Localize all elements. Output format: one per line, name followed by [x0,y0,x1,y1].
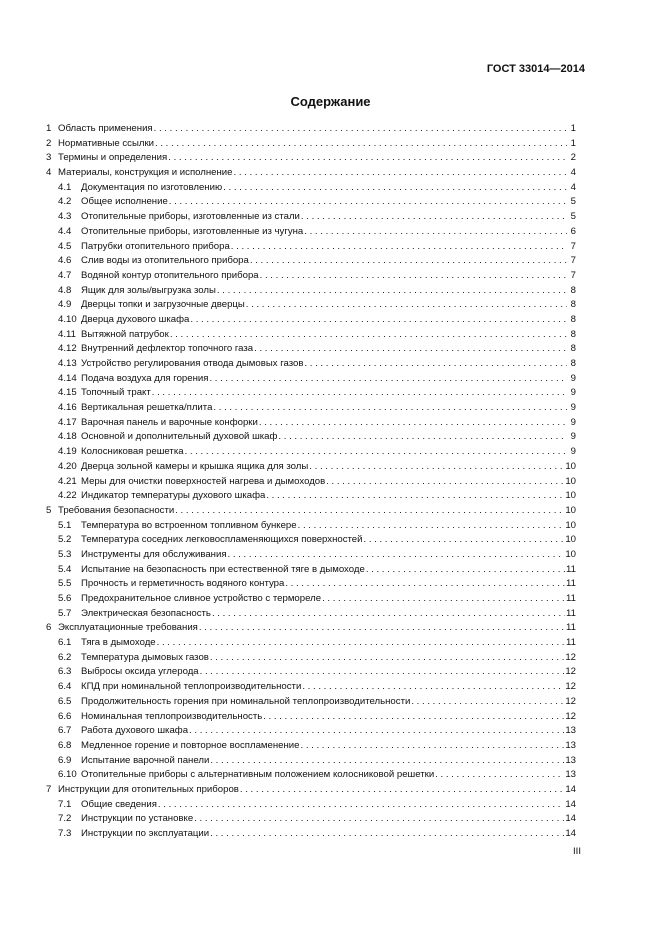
toc-leader-dots [285,578,565,589]
toc-entry-number: 4.3 [58,211,72,223]
toc-entry[interactable] [46,285,576,300]
toc-entry[interactable] [46,769,576,784]
toc-entry-page: 4 [570,181,576,193]
toc-entry[interactable] [46,681,576,696]
toc-entry-number: 6.1 [58,637,72,649]
toc-entry[interactable] [46,578,576,593]
toc-leader-dots [158,799,564,810]
page-title: Содержание [290,94,371,109]
toc-entry-page: 12 [565,695,576,707]
toc-entry-number: 4.12 [58,343,77,355]
toc-entry-page: 5 [570,196,576,208]
toc-entry[interactable] [46,329,576,344]
toc-entry-label: Ящик для золы/выгрузка золы [81,284,216,296]
toc-entry[interactable] [46,152,576,167]
toc-entry-label: Материалы, конструкция и исполнение [58,167,233,179]
toc-entry-page: 8 [570,299,576,311]
toc-leader-dots [175,505,564,516]
toc-entry-number: 4.7 [58,269,72,281]
toc-leader-dots [170,329,567,340]
toc-leader-dots [185,446,567,457]
toc-entry[interactable] [46,828,576,843]
toc-entry-label: Документация по изготовлению [81,181,223,193]
toc-entry-label: Прочность и герметичность водяного контура [81,578,285,590]
toc-entry[interactable] [46,799,576,814]
toc-entry-number: 6.7 [58,725,72,737]
toc-entry[interactable] [46,255,576,270]
toc-entry-number: 4 [46,167,52,179]
toc-entry-page: 14 [565,828,576,839]
toc-leader-dots [322,593,565,604]
toc-entry-number: 4.4 [58,225,72,237]
toc-entry-number: 4.14 [58,372,77,384]
toc-entry[interactable] [46,813,576,828]
toc-entry-number: 5.1 [58,519,72,531]
toc-entry[interactable] [46,270,576,285]
toc-entry-label: Отопительные приборы, изготовленные из чугуна [81,225,304,237]
toc-entry-label: Вытяжной патрубок [81,328,169,340]
toc-entry-page: 7 [570,240,576,252]
toc-entry-number: 4.1 [58,181,72,193]
toc-entry-label: Эксплуатационные требования [58,622,198,634]
toc-leader-dots [210,828,564,839]
toc-entry[interactable] [46,373,576,388]
toc-entry[interactable] [46,666,576,681]
toc-entry[interactable] [46,182,576,197]
toc-entry-label: Тяга в дымоходе [81,637,156,649]
toc-entry-number: 6.4 [58,681,72,693]
toc-leader-dots [304,226,567,237]
toc-entry-label: Слив воды из отопительного прибора [81,255,249,267]
toc-entry-page: 13 [565,754,576,766]
toc-entry-number: 5.2 [58,534,72,546]
toc-leader-dots [435,769,564,780]
toc-entry-number: 6.5 [58,695,72,707]
toc-entry[interactable] [46,564,576,579]
toc-entry[interactable] [46,417,576,432]
toc-leader-dots [298,520,565,531]
toc-entry-number: 4.9 [58,299,72,311]
toc-leader-dots [240,784,564,795]
toc-entry-page: 1 [570,123,576,134]
toc-entry[interactable] [46,299,576,314]
toc-leader-dots [366,564,565,575]
toc-entry-label: КПД при номинальной теплопроизводительности [81,681,302,693]
toc-entry-number: 4.18 [58,431,77,443]
toc-entry-number: 4.20 [58,460,77,472]
toc-entry-number: 4.11 [58,328,76,340]
toc-entry-number: 4.16 [58,402,77,414]
toc-leader-dots [278,431,567,442]
toc-entry[interactable] [46,476,576,491]
toc-entry-label: Устройство регулирования отвода дымовых газов [81,358,304,369]
toc-entry-label: Меры для очистки поверхностей нагрева и дымоходов [81,475,326,487]
toc-entry[interactable] [46,505,576,520]
toc-entry[interactable] [46,343,576,358]
toc-entry-number: 7.2 [58,813,72,825]
toc-leader-dots [209,373,567,384]
toc-entry-number: 5.5 [58,578,72,590]
toc-leader-dots [246,299,567,310]
toc-entry-page: 12 [565,651,576,663]
toc-leader-dots [213,402,567,413]
toc-entry-number: 4.13 [58,358,77,369]
toc-entry-page: 8 [570,343,576,355]
toc-entry[interactable] [46,314,576,329]
toc-entry-page: 9 [570,416,576,428]
toc-entry-number: 6.3 [58,666,72,678]
toc-leader-dots [263,711,564,722]
toc-entry-page: 13 [565,739,576,751]
toc-leader-dots [266,490,564,501]
toc-entry-label: Топочный тракт [81,387,151,399]
toc-entry[interactable] [46,446,576,461]
toc-leader-dots [254,343,567,354]
toc-entry-page: 10 [565,490,576,502]
toc-entry-label: Инструменты для обслуживания [81,548,227,560]
toc-entry-page: 9 [570,387,576,399]
toc-entry-label: Требования безопасности [58,504,175,516]
toc-entry-page: 4 [570,167,576,179]
toc-entry-label: Отопительные приборы с альтернативным положением колосниковой решетки [81,769,435,781]
toc-entry-number: 4.10 [58,313,77,325]
toc-leader-dots [154,123,567,134]
toc-entry-page: 10 [565,460,576,472]
toc-entry-label: Выбросы оксида углерода [81,666,199,678]
toc-entry[interactable] [46,358,576,373]
toc-entry-label: Вертикальная решетка/плита [81,402,213,414]
toc-entry-number: 3 [46,152,52,164]
standard-number: ГОСТ 33014—2014 [486,63,585,75]
toc-entry-label: Подача воздуха для горения [81,372,209,384]
toc-entry-number: 4.17 [58,416,77,428]
toc-entry-page: 6 [570,225,576,237]
toc-leader-dots [304,358,567,369]
toc-leader-dots [411,696,564,707]
toc-entry[interactable] [46,123,576,138]
toc-entry-number: 4.6 [58,255,72,267]
toc-entry-page: 11 [566,607,576,619]
toc-entry-page: 2 [570,152,576,164]
toc-entry-page: 9 [570,446,576,458]
toc-entry-page: 7 [570,269,576,281]
toc-entry-number: 4.22 [58,490,77,502]
toc-entry[interactable] [46,241,576,256]
toc-entry-page: 14 [565,783,576,795]
toc-entry-page: 10 [565,475,576,487]
toc-entry[interactable] [46,520,576,535]
toc-entry-label: Индикатор температуры духового шкафа [81,490,266,502]
toc-entry[interactable] [46,652,576,667]
toc-leader-dots [250,255,567,266]
toc-entry-page: 9 [570,372,576,384]
toc-entry-label: Испытание на безопасность при естественной тяге в дымоходе [81,563,365,575]
table-of-contents [46,123,576,843]
toc-entry-number: 4.8 [58,284,72,296]
toc-leader-dots [155,138,567,149]
toc-entry[interactable] [46,167,576,182]
toc-leader-dots [169,196,567,207]
toc-leader-dots [228,549,565,560]
toc-entry-number: 4.21 [58,475,77,487]
toc-entry[interactable] [46,402,576,417]
toc-entry-number: 6.9 [58,754,72,766]
toc-leader-dots [231,241,567,252]
toc-entry-page: 12 [565,681,576,693]
toc-entry[interactable] [46,461,576,476]
toc-entry[interactable] [46,755,576,770]
toc-leader-dots [210,652,564,663]
toc-leader-dots [194,813,564,824]
toc-entry[interactable] [46,138,576,153]
toc-entry-page: 8 [570,358,576,369]
toc-entry-label: Патрубки отопительного прибора [81,240,230,252]
toc-entry-page: 5 [570,211,576,223]
toc-entry-page: 9 [570,402,576,414]
toc-entry-page: 12 [565,666,576,678]
toc-entry-page: 11 [566,563,576,575]
toc-entry-label: Электрическая безопасность [81,607,211,619]
toc-entry-label: Термины и определения [58,152,168,164]
toc-entry-label: Инструкции по установке [81,813,194,825]
toc-leader-dots [234,167,568,178]
toc-entry-label: Дверца зольной камеры и крышка ящика для золы [81,460,309,472]
toc-leader-dots [260,270,567,281]
toc-entry-page: 8 [570,313,576,325]
toc-entry-label: Водяной контур отопительного прибора [81,269,259,281]
toc-entry-number: 4.5 [58,240,72,252]
toc-entry-number: 5.7 [58,607,72,619]
toc-entry-number: 1 [46,123,52,134]
toc-entry-label: Инструкции для отопительных приборов [58,783,239,795]
toc-entry-label: Инструкции по эксплуатации [81,828,210,839]
toc-entry-page: 10 [565,548,576,560]
toc-entry-label: Испытание варочной панели [81,754,210,766]
toc-entry[interactable] [46,696,576,711]
toc-entry-label: Дверца духового шкафа [81,313,190,325]
toc-entry-label: Внутренний дефлектор топочного газа [81,343,254,355]
toc-entry[interactable] [46,637,576,652]
toc-entry[interactable] [46,593,576,608]
toc-leader-dots [217,285,567,296]
toc-entry-label: Общие сведения [81,798,157,810]
toc-entry[interactable] [46,725,576,740]
toc-entry[interactable] [46,549,576,564]
toc-leader-dots [200,666,565,677]
toc-entry[interactable] [46,211,576,226]
toc-leader-dots [210,755,564,766]
toc-leader-dots [300,740,564,751]
page-folio: III [573,846,581,857]
toc-entry-page: 8 [570,284,576,296]
toc-entry-page: 11 [566,637,576,649]
toc-entry-page: 10 [565,534,576,546]
toc-entry-page: 7 [570,255,576,267]
toc-entry-label: Нормативные ссылки [58,137,155,149]
toc-entry[interactable] [46,226,576,241]
toc-entry-label: Колосниковая решетка [81,446,184,458]
toc-entry-page: 1 [570,137,576,149]
toc-leader-dots [190,314,567,325]
toc-entry-label: Продолжительность горения при номинальной теплопроизводительности [81,695,411,707]
toc-entry-number: 7.3 [58,828,72,839]
toc-entry-number: 4.15 [58,387,77,399]
toc-entry-page: 11 [566,622,576,634]
toc-entry-label: Дверцы топки и загрузочные дверцы [81,299,245,311]
toc-entry[interactable] [46,608,576,623]
toc-entry-number: 7 [46,783,52,795]
toc-leader-dots [168,152,567,163]
toc-entry-label: Область применения [58,123,153,134]
toc-leader-dots [309,461,564,472]
toc-leader-dots [302,681,564,692]
toc-entry-label: Медленное горение и повторное воспламенение [81,739,300,751]
toc-entry[interactable] [46,740,576,755]
toc-entry-page: 10 [565,519,576,531]
toc-leader-dots [363,534,564,545]
toc-entry-label: Варочная панель и варочные конфорки [81,416,258,428]
toc-leader-dots [212,608,565,619]
toc-entry-page: 11 [566,578,576,590]
toc-entry-label: Основной и дополнительный духовой шкаф [81,431,278,443]
toc-entry-number: 4.2 [58,196,72,208]
toc-entry-number: 6.6 [58,710,72,722]
toc-entry-label: Общее исполнение [81,196,168,208]
toc-entry-label: Номинальная теплопроизводительность [81,710,263,722]
toc-leader-dots [152,387,567,398]
toc-leader-dots [157,637,565,648]
toc-entry[interactable] [46,784,576,799]
toc-entry-label: Работа духового шкафа [81,725,189,737]
toc-entry-page: 13 [565,769,576,781]
toc-entry-number: 7.1 [58,798,72,810]
toc-entry-number: 5.6 [58,593,72,604]
toc-entry-page: 10 [565,504,576,516]
toc-entry-page: 9 [570,431,576,443]
toc-entry-number: 5.4 [58,563,72,575]
toc-entry[interactable] [46,196,576,211]
toc-entry[interactable] [46,490,576,505]
toc-entry-number: 5.3 [58,548,72,560]
toc-leader-dots [259,417,567,428]
toc-entry-page: 14 [565,798,576,810]
toc-entry-label: Предохранительное сливное устройство с термореле [81,593,322,604]
toc-entry[interactable] [46,387,576,402]
toc-leader-dots [326,476,564,487]
toc-entry[interactable] [46,711,576,726]
toc-leader-dots [223,182,567,193]
toc-entry-page: 13 [565,725,576,737]
toc-entry-number: 4.19 [58,446,77,458]
toc-entry-number: 2 [46,137,52,149]
toc-entry-number: 6.2 [58,651,72,663]
toc-leader-dots [199,622,565,633]
toc-entry-page: 12 [565,710,576,722]
toc-entry-number: 5 [46,504,52,516]
toc-entry-number: 6.10 [58,769,77,781]
toc-entry-page: 11 [566,593,576,604]
toc-leader-dots [189,725,564,736]
toc-entry-label: Отопительные приборы, изготовленные из стали [81,211,300,223]
toc-entry-label: Температура во встроенном топливном бункере [81,519,297,531]
toc-entry[interactable] [46,534,576,549]
toc-entry-number: 6 [46,622,52,634]
toc-entry-number: 6.8 [58,739,72,751]
toc-entry-label: Температура дымовых газов [81,651,209,663]
toc-entry-page: 14 [565,813,576,825]
toc-entry-page: 8 [570,328,576,340]
toc-entry[interactable] [46,622,576,637]
toc-leader-dots [301,211,567,222]
toc-entry-label: Температура соседних легковоспламеняющихся поверхностей [81,534,363,546]
toc-entry[interactable] [46,431,576,446]
